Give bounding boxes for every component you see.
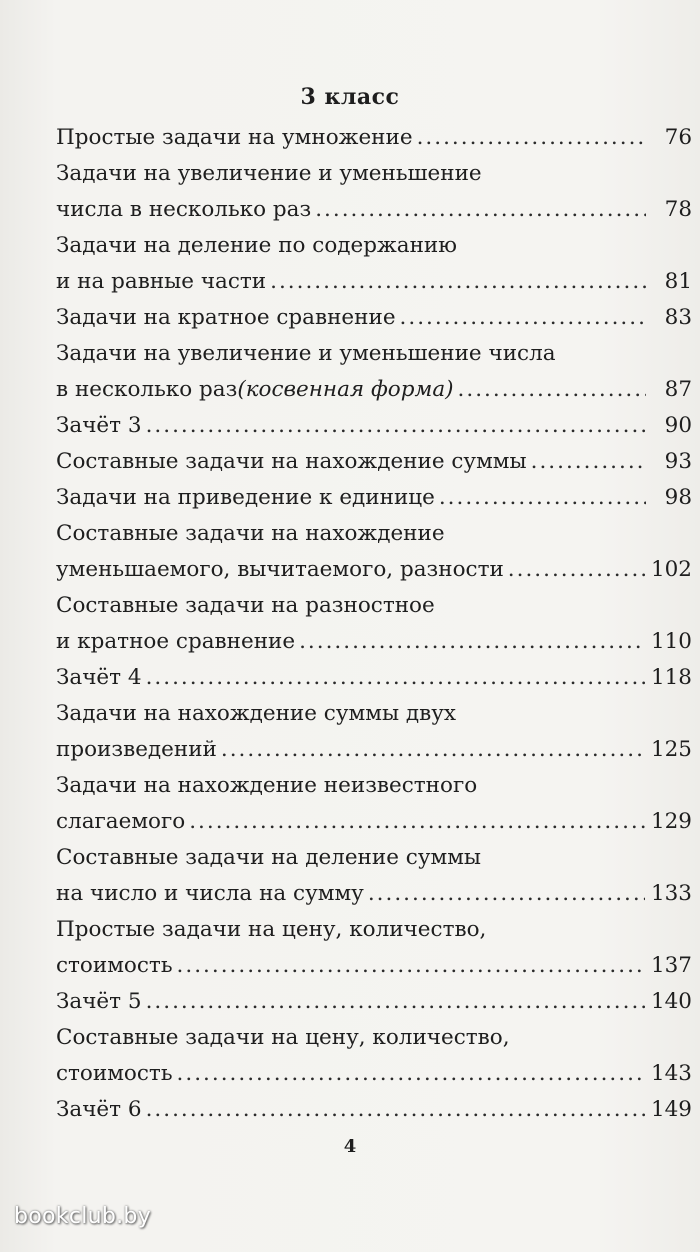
toc-entry-page-number: 76: [664, 125, 692, 150]
toc-entry-last-line: [56, 624, 692, 660]
dot-leader: [146, 660, 645, 696]
toc-entry: [56, 120, 692, 156]
toc-entry-page-number: 93: [664, 449, 692, 474]
toc-entry-title-line: уменьшаемого, вычитаемого, разности: [56, 557, 504, 582]
toc-entry: [56, 300, 692, 336]
toc-entry-title-line: Задачи на кратное сравнение: [56, 305, 396, 330]
toc-entry-last-line: [56, 660, 692, 696]
toc-entry-last-line: [56, 264, 692, 300]
toc-entry-title-line: числа в несколько раз: [56, 197, 312, 222]
toc-entry-title-line: Простые задачи на цену, количество,: [56, 917, 487, 942]
toc-entry-page-number: 81: [664, 269, 692, 294]
toc-entry-last-line: [56, 804, 692, 840]
toc-entry-title-line: Составные задачи на разностное: [56, 593, 435, 618]
dot-leader: [458, 372, 646, 408]
toc-entry-title-line: Задачи на увеличение и уменьшение: [56, 161, 482, 186]
toc-entry: [56, 768, 692, 840]
dot-leader: [400, 300, 646, 336]
toc-entry-last-line: [56, 372, 692, 408]
toc-entry: [56, 660, 692, 696]
toc-entry-last-line: [56, 1056, 692, 1092]
toc-entry-title-line: и кратное сравнение: [56, 629, 296, 654]
toc-entry-title-line: стоимость: [56, 953, 173, 978]
toc-entry-title-line: Задачи на нахождение суммы двух: [56, 701, 457, 726]
toc-entry: [56, 480, 692, 516]
toc-entry-page-number: 102: [650, 557, 692, 582]
dot-leader: [508, 552, 645, 588]
toc-entry-last-line: [56, 984, 692, 1020]
toc-entry: [56, 588, 692, 660]
dot-leader: [299, 624, 645, 660]
dot-leader: [417, 120, 646, 156]
dot-leader: [315, 192, 646, 228]
dot-leader: [189, 804, 645, 840]
toc-entry-page-number: 143: [650, 1061, 692, 1086]
toc-entry-last-line: [56, 300, 692, 336]
toc-entry-last-line: [56, 408, 692, 444]
toc-entry-title-line: Составные задачи на деление суммы: [56, 845, 482, 870]
toc-entry-page-number: 83: [664, 305, 692, 330]
toc-entry-page-number: 137: [650, 953, 692, 978]
toc-entry-title-line: Простые задачи на умножение: [56, 125, 413, 150]
toc-entry-title-line: Задачи на деление по содержанию: [56, 233, 457, 258]
toc-entry-page-number: 98: [664, 485, 692, 510]
dot-leader: [146, 1092, 645, 1128]
toc-entry-title-line: Задачи на приведение к единице: [56, 485, 435, 510]
toc-entry-page-number: 110: [650, 629, 692, 654]
toc-entry-page-number: 129: [650, 809, 692, 834]
toc-entry: [56, 912, 692, 984]
toc-entry-title-line: Зачёт 5: [56, 989, 142, 1014]
dot-leader: [146, 408, 646, 444]
toc-entry-last-line: [56, 948, 692, 984]
toc-entry-title-line: Зачёт 6: [56, 1097, 142, 1122]
toc-entry-page-number: 140: [650, 989, 692, 1014]
dot-leader: [177, 1056, 645, 1092]
toc-entry: [56, 840, 692, 912]
toc-entry-page-number: 118: [650, 665, 692, 690]
toc-entry-title-line: Зачёт 4: [56, 665, 142, 690]
dot-leader: [270, 264, 646, 300]
dot-leader: [177, 948, 645, 984]
toc-entry: [56, 408, 692, 444]
toc-entry: [56, 156, 692, 228]
toc-entry-last-line: [56, 192, 692, 228]
toc-entry-title-line: Составные задачи на нахождение суммы: [56, 449, 527, 474]
toc-entry-page-number: 133: [650, 881, 692, 906]
dot-leader: [531, 444, 646, 480]
toc-entry: [56, 696, 692, 768]
toc-entry-title-line: Задачи на увеличение и уменьшение числа: [56, 341, 556, 366]
toc-entry-last-line: [56, 120, 692, 156]
dot-leader: [221, 732, 645, 768]
toc-entry-title-line: и на равные части: [56, 269, 267, 294]
dot-leader: [439, 480, 646, 516]
toc-entry: [56, 444, 692, 480]
toc-entry-last-line: [56, 444, 692, 480]
page-number: 4: [343, 1136, 357, 1157]
watermark-logo: bookclub.by: [14, 1204, 152, 1229]
toc-entry-page-number: 149: [650, 1097, 692, 1122]
toc-entry-title-line: стоимость: [56, 1061, 173, 1086]
dot-leader: [146, 984, 645, 1020]
section-title: 3 класс: [300, 84, 400, 110]
toc-entry-italic-note: (косвенная форма): [237, 377, 454, 402]
toc-entry-last-line: [56, 876, 692, 912]
toc-entry-title-line: Составные задачи на цену, количество,: [56, 1025, 510, 1050]
toc-entry: [56, 1092, 692, 1128]
toc-entry-title-line: произведений: [56, 737, 217, 762]
toc-entry-last-line: [56, 552, 692, 588]
toc-entry-title-line: Задачи на нахождение неизвестного: [56, 773, 478, 798]
toc-entry-page-number: 90: [664, 413, 692, 438]
toc-entry: [56, 516, 692, 588]
toc-entry-title-line: в несколько раз: [56, 377, 238, 402]
dot-leader: [368, 876, 645, 912]
toc-entry-page-number: 78: [664, 197, 692, 222]
toc-entry: [56, 1020, 692, 1092]
table-of-contents: [56, 120, 692, 1128]
toc-entry-last-line: [56, 1092, 692, 1128]
toc-entry-title-line: Зачёт 3: [56, 413, 142, 438]
toc-entry-title-line: слагаемого: [56, 809, 186, 834]
toc-entry-title-line: Составные задачи на нахождение: [56, 521, 445, 546]
toc-entry: [56, 228, 692, 300]
toc-entry-last-line: [56, 732, 692, 768]
toc-entry-page-number: 87: [664, 377, 692, 402]
toc-entry: [56, 336, 692, 408]
toc-entry: [56, 984, 692, 1020]
toc-entry-page-number: 125: [650, 737, 692, 762]
toc-entry-title-line: на число и числа на сумму: [56, 881, 364, 906]
toc-entry-last-line: [56, 480, 692, 516]
